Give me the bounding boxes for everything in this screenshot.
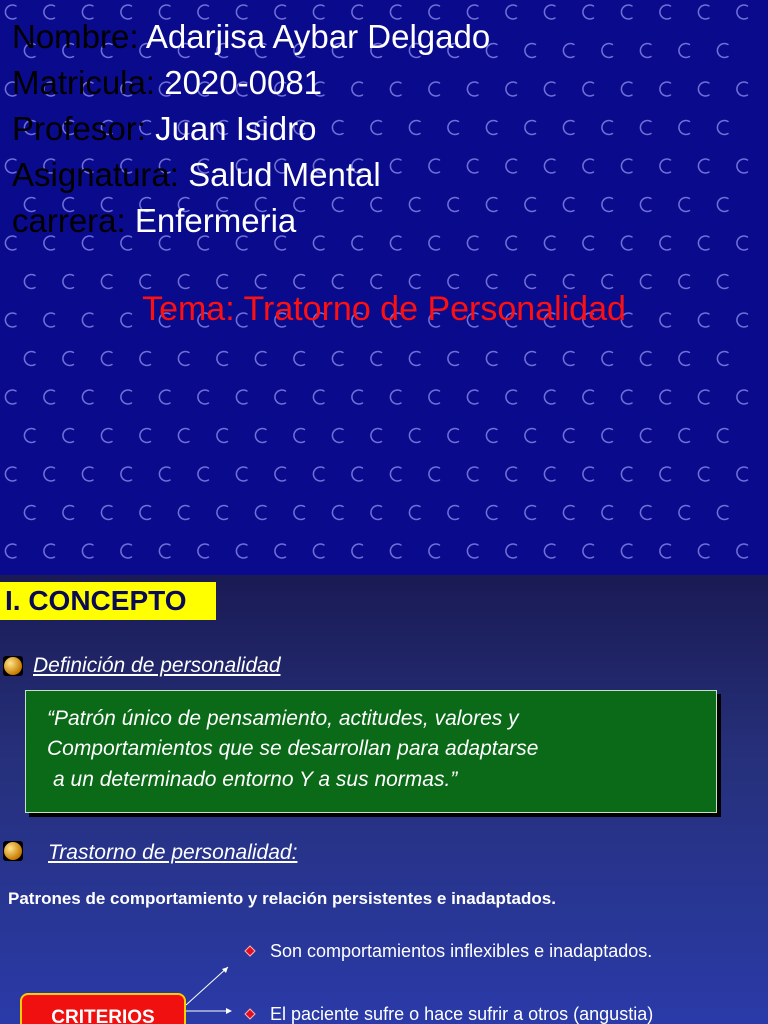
pattern-mark [563,506,574,520]
pattern-mark [621,82,632,96]
pattern-mark [602,275,613,289]
pattern-mark [101,428,112,442]
pattern-mark [660,82,671,96]
pattern-mark [448,275,459,289]
pattern-mark [544,390,555,404]
pattern-mark [602,429,613,443]
pattern-mark [486,506,497,520]
pattern-mark [178,506,189,520]
pattern-mark [140,428,151,442]
pattern-mark [140,352,151,366]
pattern-mark [583,236,594,250]
pattern-mark [544,5,555,19]
pattern-mark [371,275,382,289]
pattern-mark [698,390,709,404]
pattern-mark [525,275,536,289]
pattern-mark [602,352,613,366]
pattern-mark [44,390,55,404]
pattern-mark [429,236,440,250]
pattern-mark [602,198,613,212]
info-value: 2020-0081 [164,64,323,101]
pattern-mark [486,429,497,443]
pattern-mark [390,236,401,250]
pattern-mark [698,467,709,481]
pattern-mark [717,506,728,520]
pattern-mark [525,506,536,520]
pattern-mark [467,544,478,558]
pattern-mark [352,390,363,404]
pattern-mark [737,5,748,19]
pattern-mark [101,352,112,366]
pattern-mark [63,506,74,520]
info-label: carrera: [12,202,126,239]
pattern-mark [121,467,132,481]
pattern-mark [506,82,517,96]
pattern-mark [621,159,632,173]
info-value: Enfermeria [134,202,297,239]
pattern-mark [448,352,459,366]
patrones-text: Patrones de comportamiento y relación persistentes e inadaptados. [8,889,556,908]
pattern-mark [390,82,401,96]
pattern-mark [544,82,555,96]
pattern-mark [255,352,266,366]
pattern-mark [429,82,440,96]
pattern-mark [660,467,671,481]
info-row-matricula [12,60,322,106]
definicion-heading: Definición de personalidad [33,654,281,677]
pattern-mark [332,429,343,443]
pattern-mark [352,544,363,558]
pattern-mark [159,544,170,558]
pattern-mark [217,506,228,520]
info-value: Salud Mental [188,156,381,193]
pattern-mark [525,429,536,443]
pattern-mark [506,236,517,250]
pattern-mark [660,159,671,173]
pattern-mark [294,352,305,366]
pattern-mark [275,390,286,404]
pattern-mark [275,467,286,481]
pattern-mark [409,198,420,212]
pattern-mark [544,159,555,173]
pattern-mark [679,275,690,289]
pattern-mark [121,390,132,404]
pattern-mark [448,121,459,135]
pattern-mark [217,275,228,289]
pattern-mark [486,198,497,212]
pattern-mark [737,390,748,404]
pattern-mark [390,159,401,173]
pattern-mark [506,467,517,481]
pattern-mark [24,275,35,289]
pattern-mark [409,506,420,520]
pattern-mark [660,544,671,558]
pattern-mark [236,544,247,558]
pattern-mark [737,82,748,96]
pattern-mark [409,429,420,443]
pattern-mark [448,506,459,520]
pattern-mark [178,352,189,366]
pattern-mark [486,121,497,135]
pattern-mark [621,5,632,19]
pattern-mark [198,467,209,481]
pattern-mark [698,236,709,250]
pattern-mark [448,429,459,443]
pattern-mark [737,467,748,481]
pattern-mark [5,544,16,558]
pattern-mark [679,198,690,212]
pattern-mark [621,390,632,404]
pattern-mark [640,121,651,135]
pattern-mark [429,159,440,173]
pattern-mark [563,429,574,443]
pattern-mark [544,236,555,250]
pattern-mark [255,506,266,520]
pattern-mark [294,429,305,443]
quote-line: Comportamientos que se desarrollan para adaptarse [47,737,539,760]
pattern-mark [332,352,343,366]
pattern-mark [525,198,536,212]
pattern-mark [101,506,112,520]
pattern-mark [737,159,748,173]
pattern-mark [178,275,189,289]
pattern-mark [679,121,690,135]
pattern-mark [563,275,574,289]
pattern-mark [448,198,459,212]
pattern-mark [544,467,555,481]
pattern-mark [429,467,440,481]
pattern-mark [563,198,574,212]
pattern-mark [390,390,401,404]
pattern-mark [640,352,651,366]
pattern-mark [486,352,497,366]
pattern-mark [255,429,266,443]
pattern-mark [679,44,690,58]
pattern-mark [486,275,497,289]
pattern-mark [525,44,536,58]
pattern-mark [82,467,93,481]
pattern-mark [467,82,478,96]
pattern-mark [737,236,748,250]
pattern-mark [525,121,536,135]
pattern-mark [198,390,209,404]
pattern-mark [217,352,228,366]
pattern-mark [275,544,286,558]
pattern-mark [352,82,363,96]
pattern-mark [563,121,574,135]
pattern-mark [467,236,478,250]
pattern-mark [217,428,228,442]
pattern-mark [371,429,382,443]
pattern-mark [506,159,517,173]
pattern-mark [371,198,382,212]
pattern-mark [640,275,651,289]
pattern-mark [140,506,151,520]
info-value: Adarjisa Aybar Delgado [145,18,491,55]
info-row-carrera [12,198,296,244]
pattern-mark [717,429,728,443]
quote-line: “Patrón único de pensamiento, actitudes, valores y [47,707,519,730]
criterios-box: CRITERIOS [20,993,186,1024]
pattern-mark [506,5,517,19]
pattern-mark [717,198,728,212]
pattern-mark [198,544,209,558]
pattern-mark [679,352,690,366]
pattern-mark [737,544,748,558]
pattern-mark [44,467,55,481]
pattern-mark [583,467,594,481]
pattern-mark [332,121,343,135]
pattern-mark [640,44,651,58]
pattern-mark [679,506,690,520]
pattern-mark [63,352,74,366]
pattern-mark [82,544,93,558]
pattern-mark [698,5,709,19]
pattern-mark [63,275,74,289]
pattern-mark [313,467,324,481]
info-label: Matricula: [12,64,156,101]
pattern-mark [82,390,93,404]
pattern-mark [621,236,632,250]
pattern-mark [717,275,728,289]
pattern-mark [101,275,112,289]
pattern-mark [332,275,343,289]
section-title: I. CONCEPTO [0,582,216,620]
pattern-mark [5,390,16,404]
pattern-mark [660,5,671,19]
pattern-mark [313,390,324,404]
pattern-mark [698,544,709,558]
pattern-mark [602,44,613,58]
pattern-mark [583,159,594,173]
pattern-mark [467,390,478,404]
pattern-mark [640,429,651,443]
info-row-asignatura [12,152,381,198]
pattern-mark [409,121,420,135]
pattern-mark [429,544,440,558]
info-label: Profesor: [12,110,146,147]
pattern-mark [24,506,35,520]
connector-lines [0,575,768,1024]
info-label: Nombre: [12,18,139,55]
pattern-mark [602,506,613,520]
pattern-mark [467,159,478,173]
pattern-mark [409,275,420,289]
pattern-mark [236,390,247,404]
pattern-mark [640,506,651,520]
pattern-mark [583,390,594,404]
pattern-mark [159,390,170,404]
pattern-mark [352,467,363,481]
pattern-mark [660,236,671,250]
pattern-mark [178,428,189,442]
quote-line: a un determinado entorno Y a sus normas.” [53,768,458,791]
pattern-mark [583,544,594,558]
pattern-mark [121,544,132,558]
pattern-mark [255,275,266,289]
pattern-mark [698,159,709,173]
pattern-mark [294,506,305,520]
pattern-mark [371,352,382,366]
pattern-mark [429,390,440,404]
pattern-mark [24,352,35,366]
trastorno-heading: Trastorno de personalidad: [48,841,298,864]
pattern-mark [698,82,709,96]
pattern-mark [159,467,170,481]
slide-title: Tema: Tratorno de Personalidad [142,290,626,328]
pattern-mark [506,390,517,404]
pattern-mark [63,428,74,442]
pattern-mark [24,429,35,443]
pattern-mark [717,352,728,366]
pattern-mark [313,236,324,250]
pattern-mark [467,467,478,481]
pattern-mark [563,44,574,58]
pattern-mark [717,44,728,58]
criterion-item: El paciente sufre o hace sufrir a otros (angustia) [270,1004,654,1024]
pattern-mark [506,544,517,558]
pattern-mark [621,467,632,481]
pattern-mark [583,5,594,19]
pattern-mark [563,352,574,366]
pattern-mark [371,506,382,520]
pattern-mark [679,429,690,443]
pattern-mark [332,198,343,212]
pattern-mark [621,544,632,558]
info-value: Juan Isidro [155,110,317,147]
pattern-mark [717,121,728,135]
pattern-mark [660,390,671,404]
pattern-mark [294,275,305,289]
pattern-mark [640,198,651,212]
pattern-mark [544,544,555,558]
pattern-mark [44,544,55,558]
pattern-mark [409,352,420,366]
pattern-mark [525,352,536,366]
concept-slide [0,575,768,1024]
info-row-profesor [12,106,317,152]
pattern-mark [5,467,16,481]
pattern-mark [371,121,382,135]
criterion-item: Son comportamientos inflexibles e inadaptados. [270,941,653,961]
pattern-mark [583,82,594,96]
info-row-nombre [12,14,490,60]
pattern-mark [236,467,247,481]
pattern-mark [332,506,343,520]
pattern-mark [390,467,401,481]
pattern-mark [602,121,613,135]
pattern-mark [140,275,151,289]
pattern-mark [352,236,363,250]
pattern-mark [313,544,324,558]
pattern-mark [390,544,401,558]
info-label: Asignatura: [12,156,179,193]
